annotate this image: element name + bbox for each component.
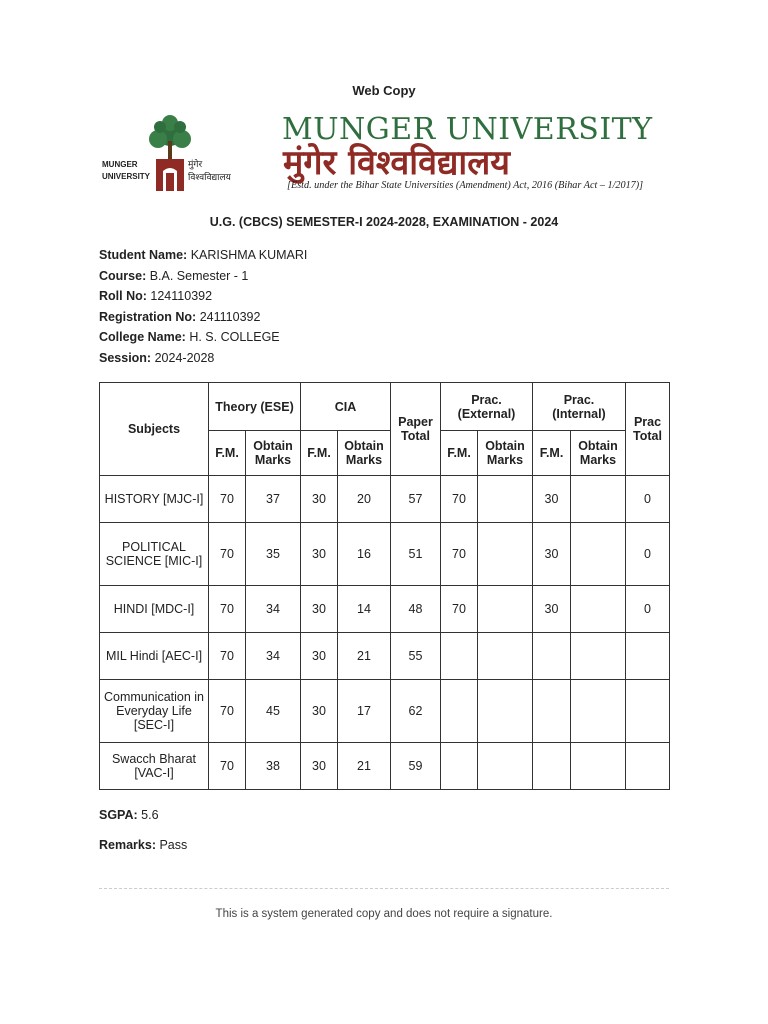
paper-total-cell: 59: [391, 743, 441, 790]
header-fm: F.M.: [209, 431, 246, 476]
prac-int-obtain-cell: [571, 523, 626, 586]
cia-fm-cell: 30: [301, 476, 338, 523]
prac-int-fm-cell: [533, 633, 571, 680]
subject-cell: MIL Hindi [AEC-I]: [100, 633, 209, 680]
prac-ext-fm-cell: [441, 680, 478, 743]
logo-text-en-1: MUNGER: [102, 160, 138, 169]
university-logo: [100, 115, 260, 195]
university-name-hi: मुंगेर विश्वविद्यालय: [283, 143, 510, 183]
table-row: [100, 476, 670, 523]
prac-ext-obtain-cell: [478, 523, 533, 586]
college-row: [99, 327, 307, 348]
header-prac-total: Prac Total: [626, 383, 670, 476]
roll-row: [99, 286, 307, 307]
session-row: [99, 348, 307, 369]
prac-int-fm-cell: [533, 680, 571, 743]
theory-obtain-cell: 45: [246, 680, 301, 743]
sgpa-label: SGPA:: [99, 808, 138, 822]
prac-total-cell: 0: [626, 476, 670, 523]
marks-table: [99, 382, 670, 790]
footer-divider: [99, 888, 669, 889]
cia-fm-cell: 30: [301, 743, 338, 790]
header-obtain: Obtain Marks: [338, 431, 391, 476]
paper-total-cell: 51: [391, 523, 441, 586]
cia-obtain-cell: 16: [338, 523, 391, 586]
header-fm: F.M.: [301, 431, 338, 476]
prac-int-obtain-cell: [571, 476, 626, 523]
prac-int-obtain-cell: [571, 743, 626, 790]
student-info: [99, 245, 307, 368]
prac-ext-fm-cell: 70: [441, 476, 478, 523]
theory-obtain-cell: 35: [246, 523, 301, 586]
college-label: College Name:: [99, 330, 186, 344]
course-row: [99, 266, 307, 287]
prac-ext-obtain-cell: [478, 476, 533, 523]
sgpa-value: 5.6: [141, 808, 159, 822]
paper-total-cell: 55: [391, 633, 441, 680]
registration-value: 241110392: [199, 309, 261, 324]
prac-ext-fm-cell: 70: [441, 523, 478, 586]
subject-cell: HISTORY [MJC-I]: [100, 476, 209, 523]
subject-cell: HINDI [MDC-I]: [100, 586, 209, 633]
course-label: Course:: [99, 268, 147, 283]
remarks-label: Remarks:: [99, 838, 156, 852]
cia-fm-cell: 30: [301, 680, 338, 743]
logo-text-hi-1: मुंगेर: [188, 160, 203, 170]
cia-obtain-cell: 21: [338, 743, 391, 790]
student-name-row: [99, 245, 307, 266]
theory-fm-cell: 70: [209, 586, 246, 633]
subject-cell: POLITICAL SCIENCE [MIC-I]: [100, 523, 209, 586]
exam-title: U.G. (CBCS) SEMESTER-I 2024-2028, EXAMINATION - 2024: [209, 215, 559, 229]
theory-fm-cell: 70: [209, 476, 246, 523]
session-value: 2024-2028: [154, 350, 215, 365]
prac-ext-obtain-cell: [478, 586, 533, 633]
establishment-note: [Estd. under the Bihar State Universities (Amendment) Act, 2016 (Bihar Act – 1/2017)]: [287, 180, 644, 191]
header-prac-external: Prac. (External): [441, 383, 533, 431]
theory-fm-cell: 70: [209, 743, 246, 790]
college-value: H. S. COLLEGE: [189, 330, 280, 344]
theory-fm-cell: 70: [209, 523, 246, 586]
logo-text-en-2: UNIVERSITY: [102, 172, 151, 181]
cia-fm-cell: 30: [301, 586, 338, 633]
prac-int-obtain-cell: [571, 586, 626, 633]
registration-label: Registration No:: [99, 309, 197, 324]
paper-total-cell: 57: [391, 476, 441, 523]
theory-fm-cell: 70: [209, 633, 246, 680]
subject-cell: Swacch Bharat [VAC-I]: [100, 743, 209, 790]
header-obtain: Obtain Marks: [571, 431, 626, 476]
university-name-en: MUNGER UNIVERSITY: [282, 112, 653, 147]
cia-fm-cell: 30: [301, 633, 338, 680]
roll-value: 124110392: [150, 289, 213, 303]
registration-row: [99, 307, 307, 328]
prac-ext-obtain-cell: [478, 680, 533, 743]
paper-total-cell: 62: [391, 680, 441, 743]
prac-int-fm-cell: 30: [533, 476, 571, 523]
remarks-value: Pass: [159, 838, 188, 852]
header-theory: Theory (ESE): [209, 383, 301, 431]
prac-int-obtain-cell: [571, 633, 626, 680]
header-obtain: Obtain Marks: [246, 431, 301, 476]
cia-obtain-cell: 17: [338, 680, 391, 743]
prac-ext-fm-cell: 70: [441, 586, 478, 633]
prac-total-cell: [626, 680, 670, 743]
tree-icon: [149, 115, 191, 159]
sgpa-row: [99, 808, 159, 822]
theory-obtain-cell: 34: [246, 586, 301, 633]
prac-total-cell: [626, 633, 670, 680]
prac-total-cell: 0: [626, 523, 670, 586]
theory-obtain-cell: 37: [246, 476, 301, 523]
header-subjects: Subjects: [100, 383, 209, 476]
header-cia: CIA: [301, 383, 391, 431]
table-row: [100, 523, 670, 586]
prac-ext-fm-cell: [441, 633, 478, 680]
theory-obtain-cell: 34: [246, 633, 301, 680]
header-obtain: Obtain Marks: [478, 431, 533, 476]
prac-int-fm-cell: 30: [533, 586, 571, 633]
gate-icon: [156, 159, 184, 191]
prac-total-cell: 0: [626, 586, 670, 633]
cia-fm-cell: 30: [301, 523, 338, 586]
roll-label: Roll No:: [99, 289, 147, 303]
table-row: [100, 743, 670, 790]
header-fm: F.M.: [533, 431, 571, 476]
theory-obtain-cell: 38: [246, 743, 301, 790]
prac-int-fm-cell: [533, 743, 571, 790]
paper-total-cell: 48: [391, 586, 441, 633]
theory-fm-cell: 70: [209, 680, 246, 743]
table-row: [100, 680, 670, 743]
logo-text-hi-2: विश्वविद्यालय: [188, 173, 231, 183]
table-row: [100, 633, 670, 680]
course-value: B.A. Semester - 1: [149, 268, 249, 283]
header-fm: F.M.: [441, 431, 478, 476]
header-prac-internal: Prac. (Internal): [533, 383, 626, 431]
session-label: Session:: [99, 350, 152, 365]
prac-total-cell: [626, 743, 670, 790]
cia-obtain-cell: 14: [338, 586, 391, 633]
prac-ext-obtain-cell: [478, 633, 533, 680]
prac-int-fm-cell: 30: [533, 523, 571, 586]
cia-obtain-cell: 21: [338, 633, 391, 680]
footer-note: This is a system generated copy and does not require a signature.: [215, 908, 553, 920]
header-paper-total: Paper Total: [391, 383, 441, 476]
web-copy-label: Web Copy: [352, 83, 416, 98]
student-name-value: KARISHMA KUMARI: [190, 248, 308, 262]
prac-ext-fm-cell: [441, 743, 478, 790]
cia-obtain-cell: 20: [338, 476, 391, 523]
subject-cell: Communication in Everyday Life [SEC-I]: [100, 680, 209, 743]
prac-int-obtain-cell: [571, 680, 626, 743]
remarks-row: [99, 838, 187, 852]
student-name-label: Student Name:: [99, 248, 188, 262]
prac-ext-obtain-cell: [478, 743, 533, 790]
table-row: [100, 586, 670, 633]
